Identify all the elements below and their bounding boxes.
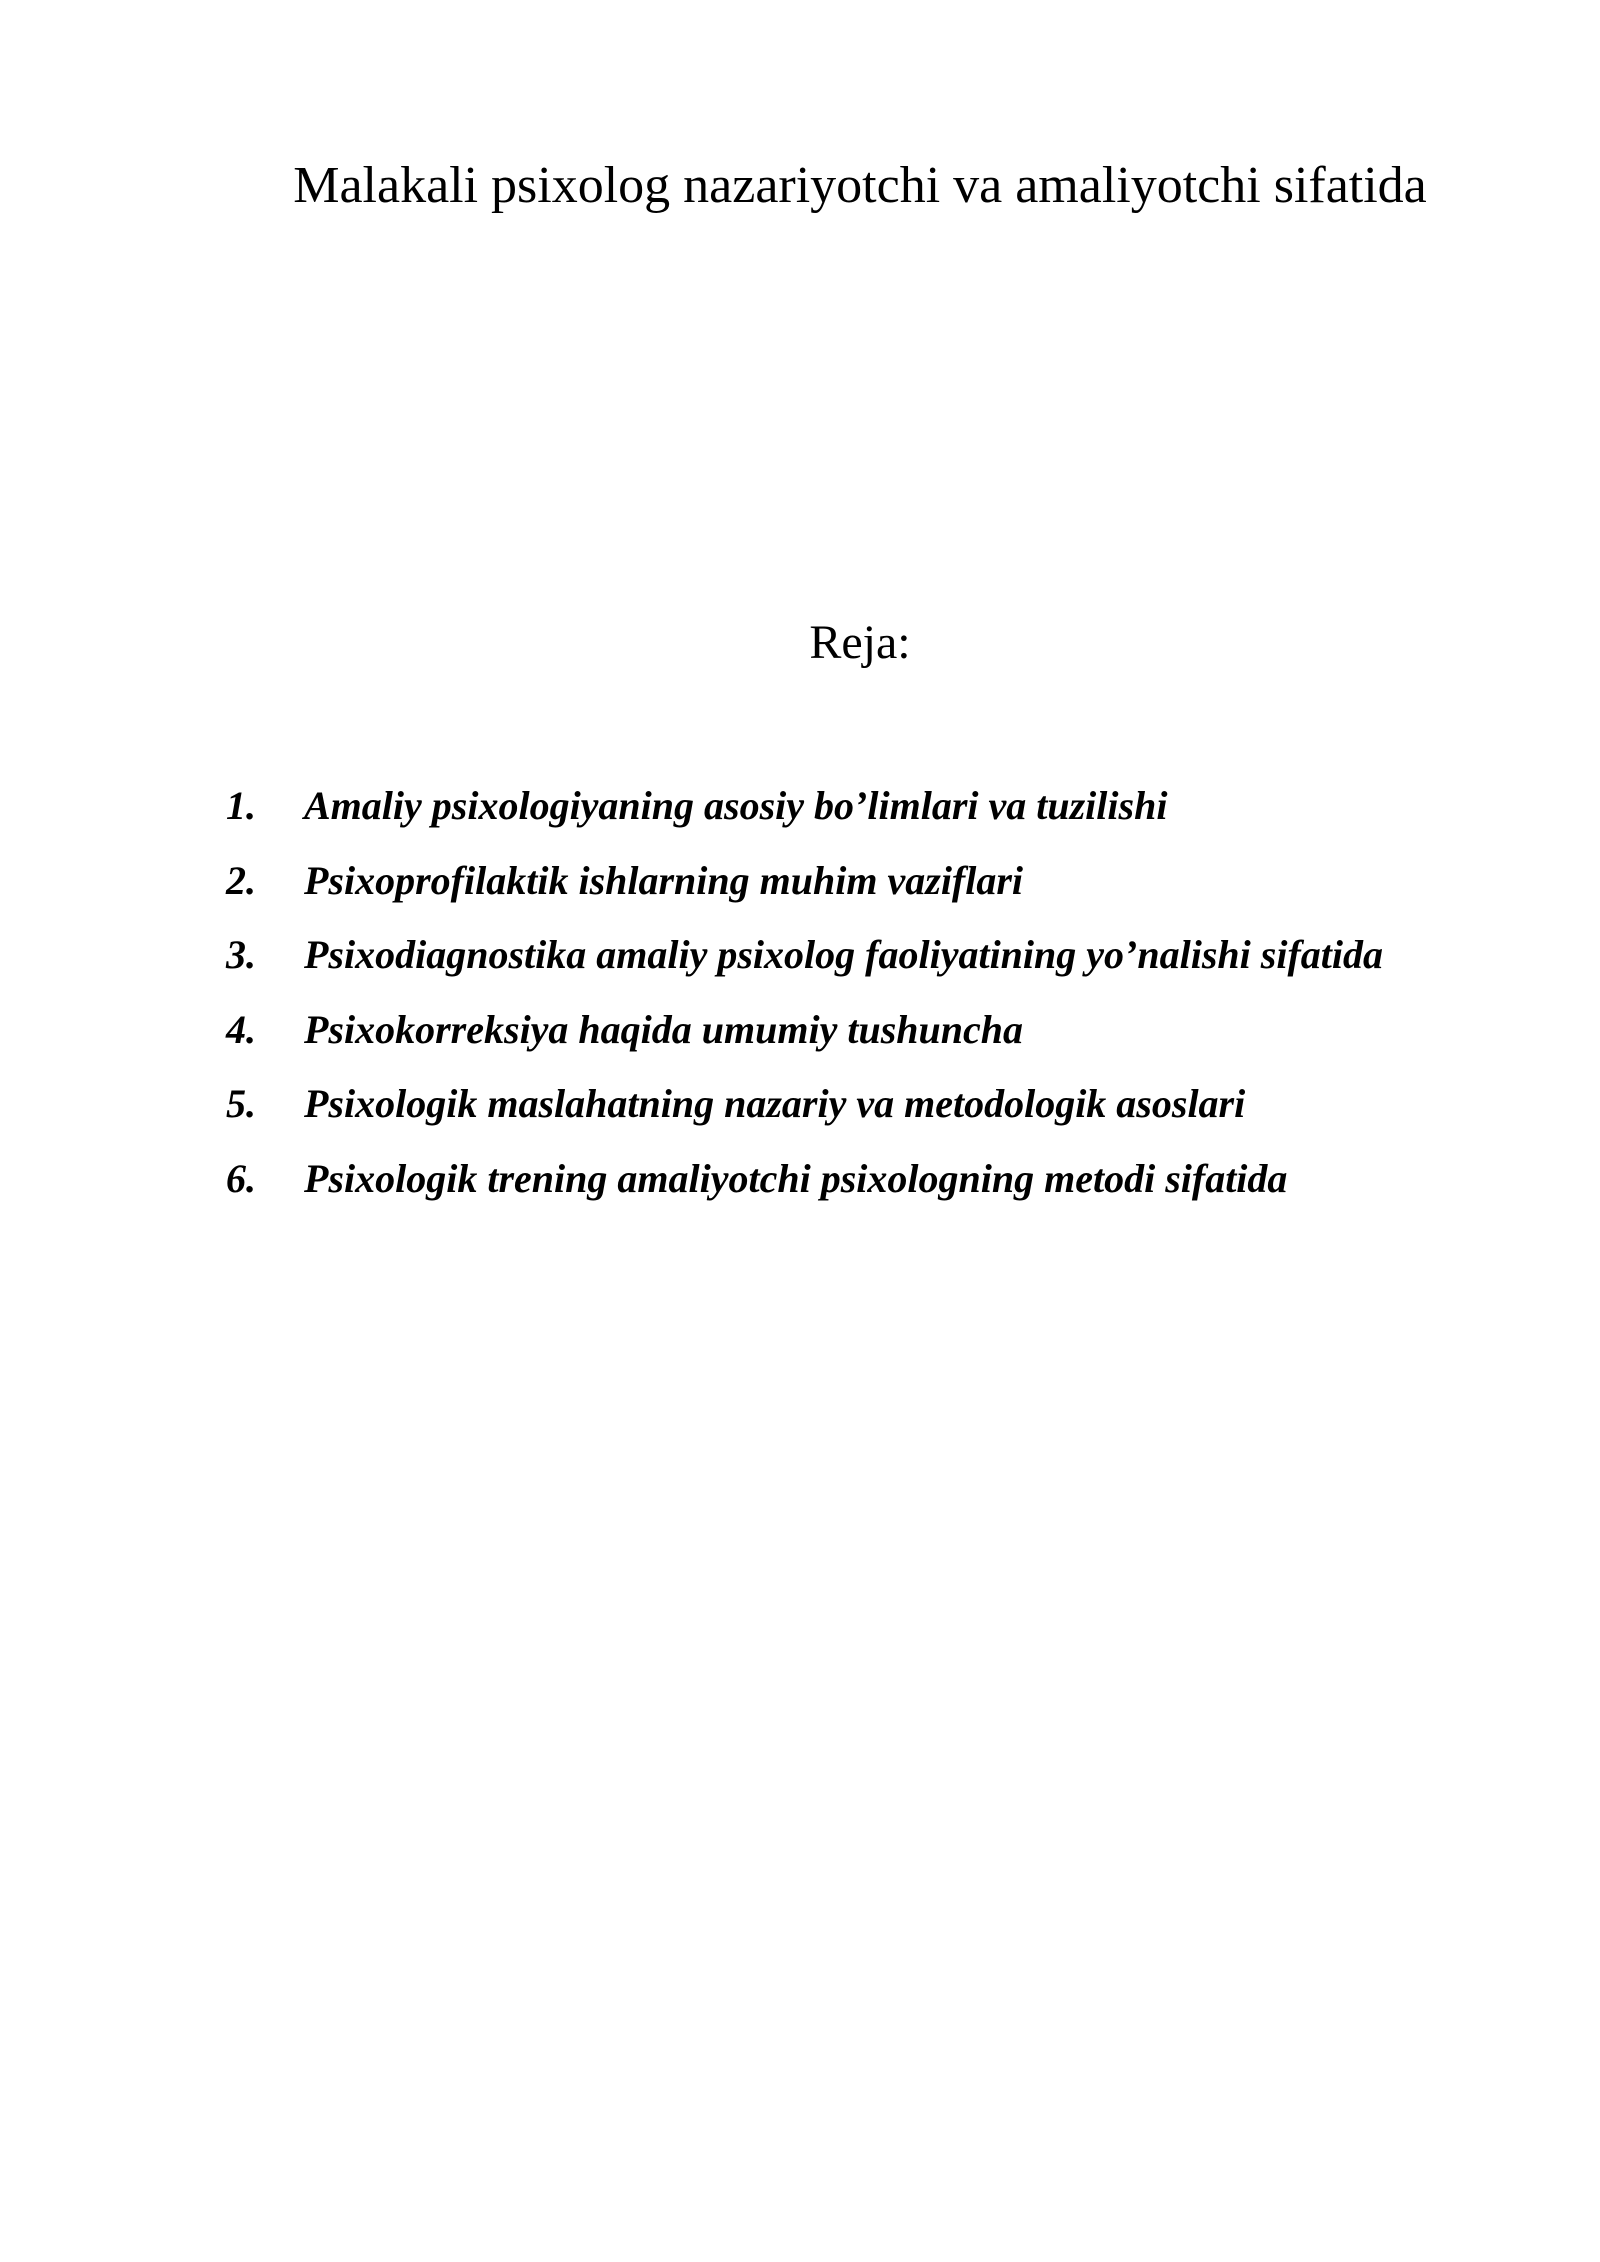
plan-item [226,1004,1566,1079]
plan-item-number: 5. [226,1081,256,1127]
plan-item [226,855,1566,930]
plan-item-text: Psixodiagnostika amaliy psixolog faoliyatining yo’nalishi sifatida [304,932,1383,978]
document-title: Malakali psixolog nazariyotchi va amaliyotchi sifatida [293,157,1427,214]
plan-list [226,780,1566,1228]
plan-item-text: Amaliy psixologiyaning asosiy bo’limlari va tuzilishi [304,783,1168,828]
plan-item-text: Psixologik trening amaliyotchi psixologning metodi sifatida [304,1155,1288,1201]
plan-item-number: 4. [226,1006,256,1052]
plan-item-number: 1. [226,783,256,828]
plan-item-number: 2. [226,857,256,903]
plan-item-text: Psixologik maslahatning nazariy va metodologik asoslari [304,1081,1246,1127]
plan-item-number: 6. [226,1155,256,1201]
plan-heading: Reja: [809,616,911,669]
plan-item [226,780,1566,855]
plan-item [226,1078,1566,1153]
plan-item-text: Psixokorreksiya haqida umumiy tushuncha [304,1006,1024,1052]
plan-item-number: 3. [226,932,256,978]
plan-item-text: Psixoprofilaktik ishlarning muhim vaziflari [304,857,1024,903]
plan-item [226,1153,1566,1228]
plan-item [226,929,1566,1004]
